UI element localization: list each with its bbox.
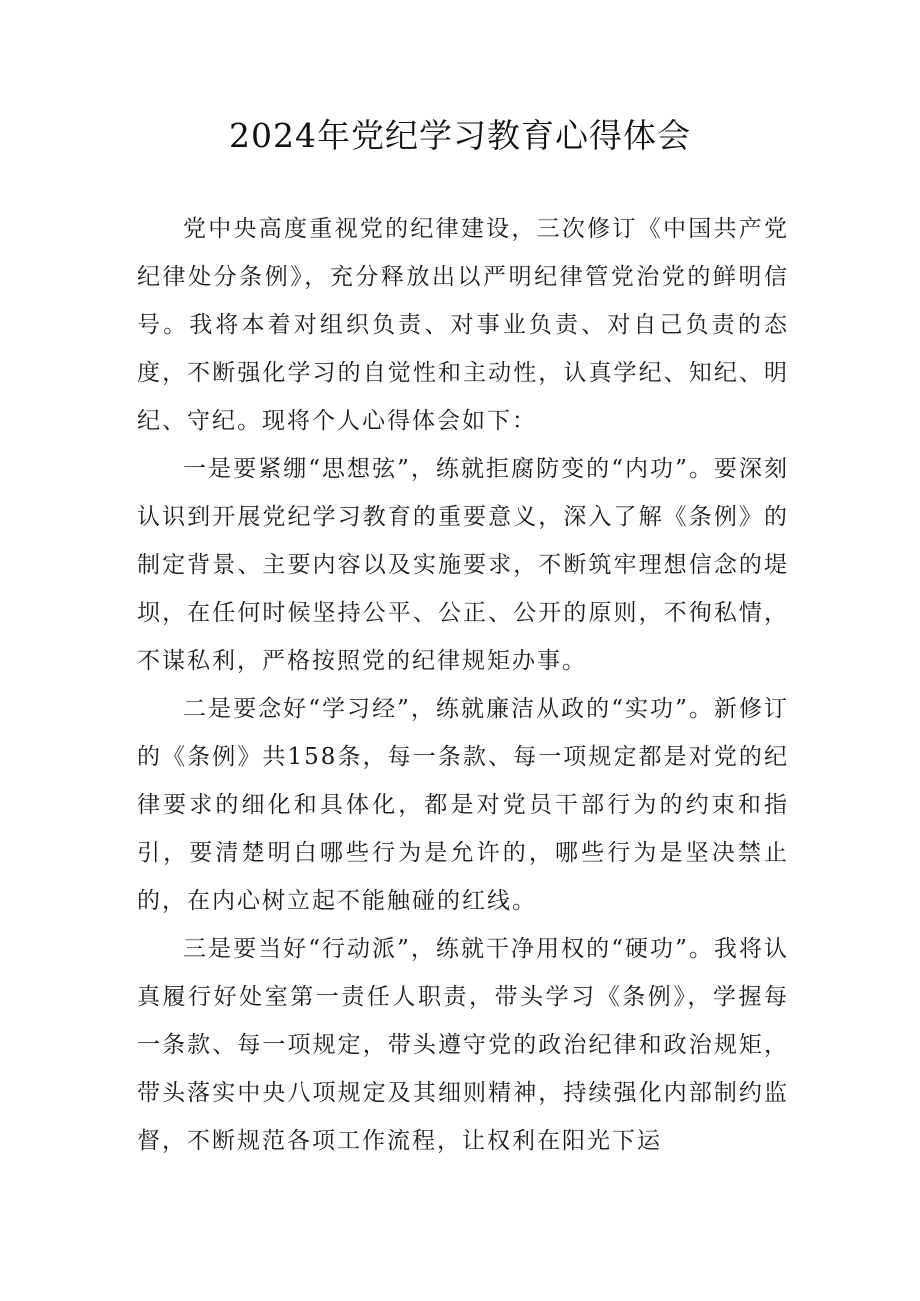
document-body — [137, 205, 789, 1165]
paragraph-intro: 党中央高度重视党的纪律建设，三次修订《中国共产党纪律处分条例》，充分释放出以严明纪律管党治党的鲜明信号。我将本着对组织负责、对事业负责、对自己负责的态度，不断强化学习的自觉性和主动性，认真学纪、知纪、明纪、守纪。现将个人心得体会如下： — [137, 216, 789, 434]
paragraph-point-one: 一是要紧绷“思想弦”，练就拒腐防变的“内功”。要深刻认识到开展党纪学习教育的重要意义，深入了解《条例》的制定背景、主要内容以及实施要求，不断筑牢理想信念的堤坝，在任何时候坚持公平、公正、公开的原则，不徇私情，不谋私利，严格按照党的纪律规矩办事。 — [137, 456, 789, 674]
paragraph-point-three: 三是要当好“行动派”，练就干净用权的“硬功”。我将认真履行好处室第一责任人职责，带头学习《条例》，学握每一条款、每一项规定，带头遵守党的政治纪律和政治规矩，带头落实中央八项规定及其细则精神，持续强化内部制约监督，不断规范各项工作流程，让权利在阳光下运 — [137, 936, 789, 1154]
paragraph-point-two: 二是要念好“学习经”，练就廉洁从政的“实功”。新修订的《条例》共158条，每一条款、每一项规定都是对党的纪律要求的细化和具体化，都是对党员干部行为的约束和指引，要清楚明白哪些行为是允许的，哪些行为是坚决禁止的，在内心树立起不能触碰的红线。 — [137, 696, 789, 914]
document-title: 2024年党纪学习教育心得体会 — [229, 116, 691, 155]
